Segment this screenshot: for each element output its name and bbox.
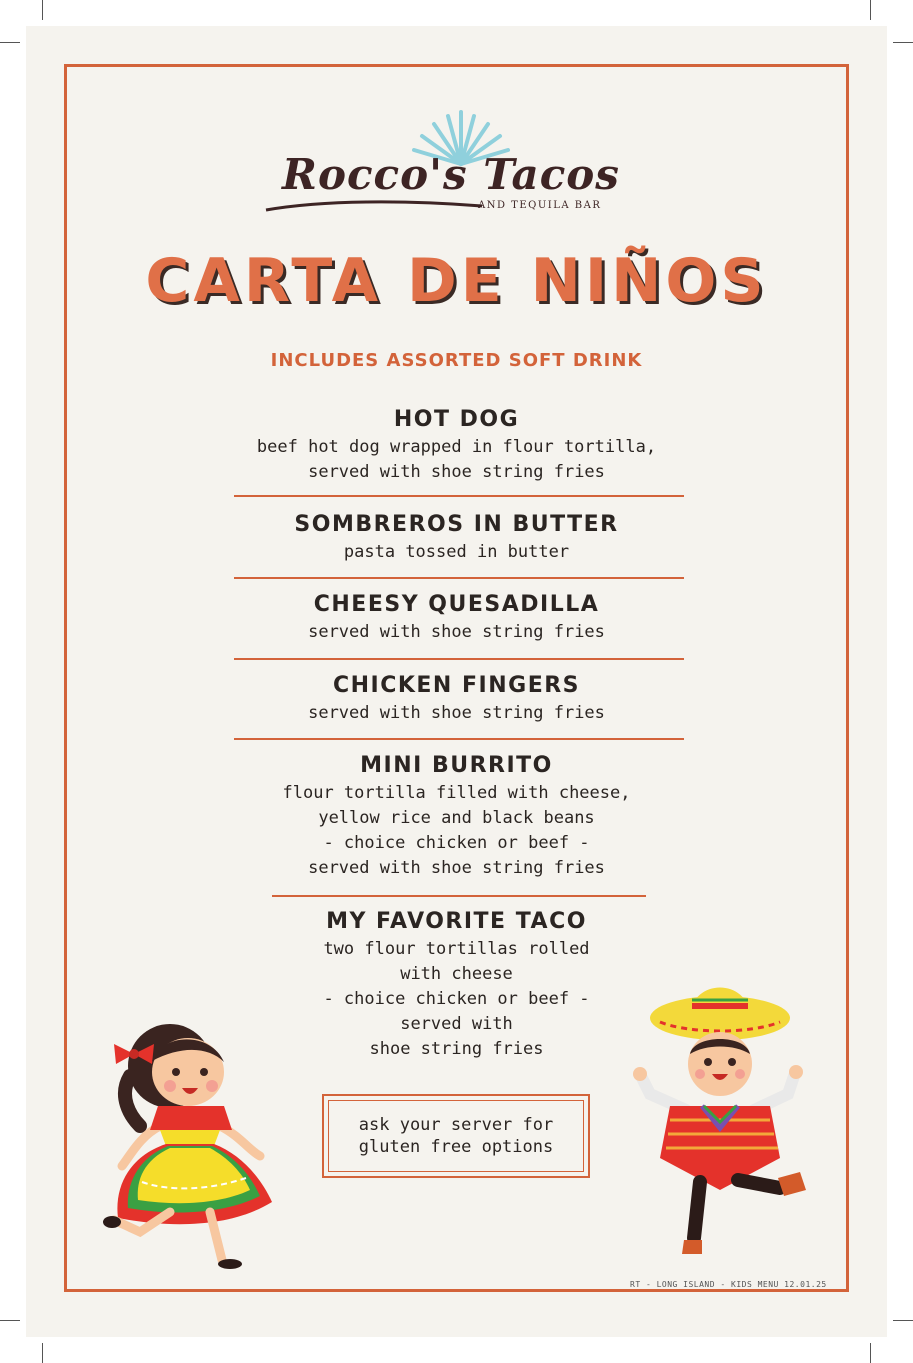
divider [234,495,684,497]
item-description: served with shoe string fries [308,703,605,723]
menu-item [0,590,913,645]
menu-subtitle: INCLUDES ASSORTED SOFT DRINK [270,350,643,371]
dancing-girl-illustration [100,1006,280,1271]
crop-mark [42,1343,43,1363]
gluten-free-note [322,1094,590,1178]
gluten-free-text: ask your server for gluten free options [328,1100,584,1172]
divider [234,738,684,740]
divider [272,895,646,897]
menu-item [0,510,913,565]
item-description: two flour tortillas rolled with cheese - choice chicken or beef - served with shoe string fries [323,939,590,1059]
divider [234,658,684,660]
crop-mark [893,1320,913,1321]
crop-mark [0,1320,20,1321]
item-name: MINI BURRITO [360,753,553,778]
item-description: beef hot dog wrapped in flour tortilla, served with shoe string fries [256,437,657,482]
menu-item [0,405,913,485]
menu-title: CARTA DE NIÑOS [145,246,768,316]
sombrero-boy-illustration [630,958,810,1268]
item-name: CHICKEN FINGERS [332,673,581,698]
logo-swash [264,196,484,216]
crop-mark [42,0,43,20]
logo-tagline: AND TEQUILA BAR [478,200,602,211]
menu-footer: RT - LONG ISLAND - KIDS MENU 12.01.25 [630,1280,827,1289]
item-name: HOT DOG [393,407,520,432]
item-name: MY FAVORITE TACO [326,909,587,934]
crop-mark [870,0,871,20]
menu-item [0,671,913,726]
divider [234,577,684,579]
item-description: pasta tossed in butter [343,542,570,562]
menu-item [0,751,913,881]
item-description: flour tortilla filled with cheese, yellow rice and black beans - choice chicken or beef - served with shoe string fries [282,783,631,878]
crop-mark [870,1343,871,1363]
crop-mark [0,42,20,43]
item-description: served with shoe string fries [308,622,605,642]
crop-mark [893,42,913,43]
item-name: CHEESY QUESADILLA [313,592,600,617]
restaurant-logo [256,108,656,218]
item-name: SOMBREROS IN BUTTER [294,512,619,537]
logo-wordmark: Rocco's Tacos [282,150,620,199]
